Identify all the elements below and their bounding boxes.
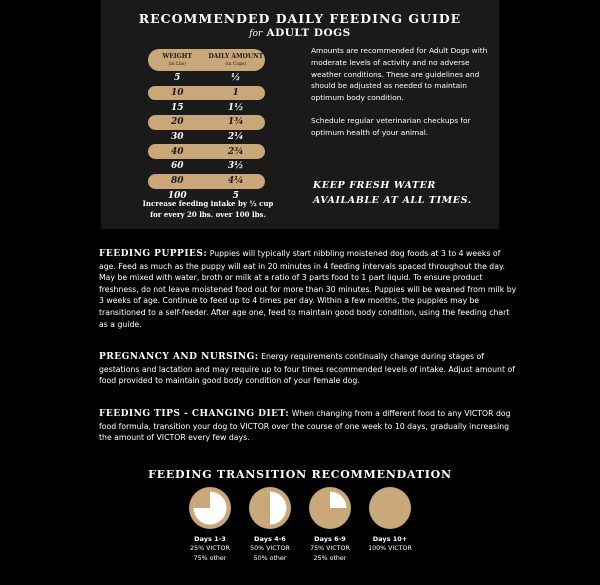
transition-step-other: 25% other [313, 554, 347, 562]
guide-title: RECOMMENDED DAILY FEEDING GUIDE [138, 11, 462, 26]
transition-step-label: Days 1-3 [194, 535, 226, 543]
transition-step-label: Days 10+ [372, 535, 408, 543]
feeding-table-header [148, 49, 265, 71]
weight-cell: 10 [170, 88, 184, 99]
transition-step-victor: 100% VICTOR [368, 545, 412, 552]
weight-header-label: WEIGHT [162, 52, 192, 60]
pregnancy-heading: PREGNANCY AND NURSING: [99, 352, 259, 362]
weight-cell: 40 [170, 146, 184, 157]
transition-pie-icon [188, 486, 232, 530]
weight-cell: 30 [170, 132, 184, 143]
feeding-table-row [148, 144, 265, 159]
pregnancy-section [99, 351, 519, 387]
transition-step [240, 486, 300, 563]
feeding-table-row [148, 115, 265, 130]
guide-subtitle-main: ADULT DOGS [266, 27, 351, 39]
transition-step [180, 486, 240, 563]
fresh-water-callout [313, 178, 493, 208]
amount-cell: 2¼ [227, 132, 244, 143]
weight-cell: 5 [174, 73, 181, 84]
amount-header-unit: (in Cups) [225, 61, 247, 67]
transition-step-victor: 75% VICTOR [310, 545, 350, 552]
amount-cell: 3½ [227, 161, 244, 172]
transition-step [300, 486, 360, 563]
amount-cell: ½ [231, 73, 241, 84]
transition-step-other: 75% other [193, 554, 227, 562]
guide-subtitle [0, 27, 600, 39]
amount-cell: 2¾ [227, 146, 244, 157]
amount-cell: 1¾ [227, 117, 244, 128]
amount-header-label: DAILY AMOUNT [208, 52, 264, 60]
transition-title: FEEDING TRANSITION RECOMMENDATION [148, 468, 452, 481]
weight-cell: 100 [167, 190, 187, 201]
transition-step-label: Days 6-9 [314, 535, 346, 543]
feeding-table-row [148, 174, 265, 189]
weight-header-unit: (in Lbs) [168, 61, 186, 67]
transition-step [360, 486, 420, 554]
guide-subtitle-for: for [249, 29, 263, 39]
transition-step-victor: 25% VICTOR [190, 545, 230, 552]
transition-pie-icon [308, 486, 352, 530]
weight-column-header [148, 53, 207, 68]
feeding-table-body [148, 71, 265, 203]
guide-side-text [311, 45, 491, 151]
feeding-tips-section [99, 408, 519, 444]
feeding-note-line: for every 20 lbs. over 100 lbs. [150, 209, 266, 219]
transition-step-label: Days 4-6 [254, 535, 286, 543]
feeding-note-line: Increase feeding intake by ½ cup [142, 199, 274, 208]
amounts-paragraph: Amounts are recommended for Adult Dogs with moderate levels of activity and no adverse weather conditions. These are guidelines and should be adjusted as needed to maintain optimum body condition. [311, 46, 488, 103]
pie-victor-portion [374, 492, 407, 525]
amount-cell: 4¼ [227, 176, 244, 187]
weight-cell: 60 [170, 161, 184, 172]
feeding-note [128, 199, 288, 220]
feeding-tips-heading: FEEDING TIPS - CHANGING DIET: [99, 409, 290, 419]
feeding-table-row [148, 71, 265, 86]
feeding-tips-text: When changing from a different food to any VICTOR dog food formula, transition your dog to VICTOR over the course of one week to 10 days, gradually increasing the amount of VICTOR every few days. [99, 409, 511, 443]
amount-cell: 5 [232, 190, 239, 201]
weight-cell: 80 [170, 176, 184, 187]
amount-cell: 1 [232, 88, 239, 99]
amount-cell: 1½ [227, 102, 244, 113]
transition-pie-icon [368, 486, 412, 530]
checkup-paragraph: Schedule regular veterinarian checkups for optimum health of your animal. [311, 116, 471, 138]
weight-cell: 20 [170, 117, 184, 128]
feeding-puppies-text: Puppies will typically start nibbling moistened dog foods at 3 to 4 weeks of age. Feed as much as the puppy will eat in 20 minutes in 4 feeding intervals spaced throughout the day. May be mixed with water, broth or milk at a ratio of 3 parts food to 1 part liquid. To ensure product freshness, do not leave moistened food out for more than 30 minutes. Puppies will be weaned from milk by 3 weeks of age. Continue to feed up to 4 times per day. Within a few months, the puppies may be transitioned to a self-feeder. After age one, feed to maintain good body condition, using the feeding chart as a guide. [99, 249, 517, 329]
feeding-table-row [148, 86, 265, 101]
feeding-table [148, 49, 265, 203]
pregnancy-text: Energy requirements continually change during stages of gestations and lactation and may require up to four times recommended levels of intake. Adjust amount of food provided to maintain good body condition of your female dog. [99, 352, 515, 386]
feeding-table-row [148, 130, 265, 145]
amount-column-header [207, 53, 266, 68]
transition-step-other: 50% other [253, 554, 287, 562]
feeding-table-row [148, 100, 265, 115]
feeding-puppies-section [99, 248, 519, 330]
transition-pie-icon [248, 486, 292, 530]
feeding-puppies-heading: FEEDING PUPPIES: [99, 249, 208, 259]
weight-cell: 15 [170, 102, 184, 113]
fresh-water-line: AVAILABLE AT ALL TIMES. [313, 195, 472, 206]
transition-step-victor: 50% VICTOR [250, 545, 290, 552]
feeding-table-row [148, 159, 265, 174]
transition-steps [0, 486, 600, 585]
fresh-water-line: KEEP FRESH WATER [313, 180, 436, 191]
